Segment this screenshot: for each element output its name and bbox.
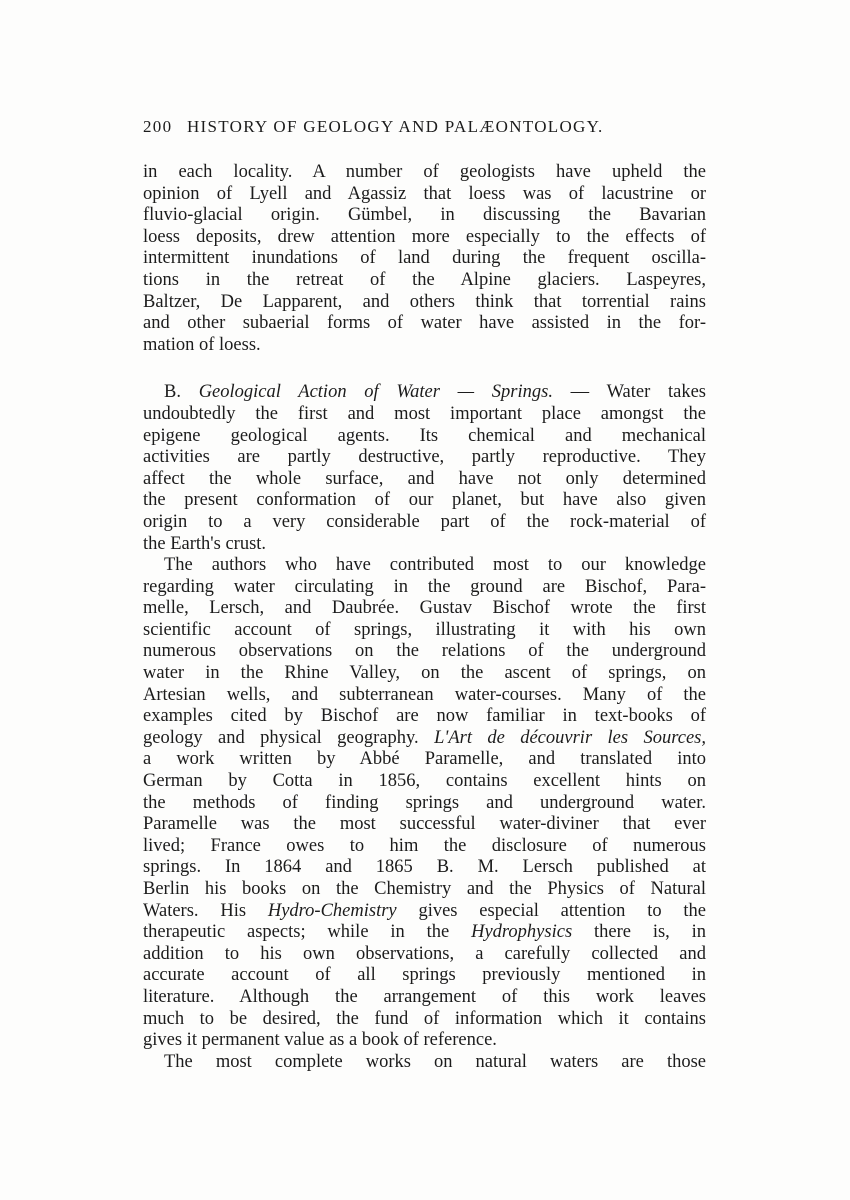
text-line: Artesian wells, and subterranean water-courses. Many of the [143,684,706,705]
heading-dash: — [570,382,590,403]
text-line: Paramelle was the most successful water-diviner that ever [143,814,706,835]
text-line: numerous observations on the relations of the underground [143,641,706,662]
text-line: The authors who have contributed most to our knowledge [164,555,706,576]
text-line: the Earth's crust. [143,533,267,554]
paragraph-loess [143,162,706,356]
text-line: addition to his own observations, a carefully collected and [143,943,706,964]
text-fragment: Water takes [606,382,706,403]
text-line: springs. In 1864 and 1865 B. M. Lersch published at [143,857,706,878]
section-gap [143,356,706,382]
text-line-with-title [143,901,706,923]
section-b-heading-line [143,382,706,404]
text-line: examples cited by Bischof are now familiar in text-books of [143,706,706,727]
text-line: origin to a very considerable part of the rock-material of [143,511,706,532]
text-line: melle, Lersch, and Daubrée. Gustav Bischof wrote the first [143,598,706,619]
section-heading: Geological Action of Water — Springs. [198,382,553,403]
text-line: literature. Although the arrangement of this work leaves [143,986,706,1007]
section-label: B. [164,382,181,403]
text-line: affect the whole surface, and have not only determined [143,468,706,489]
text-line: gives it permanent value as a book of reference. [143,1030,497,1051]
text-line: tions in the retreat of the Alpine glaciers. Laspeyres, [143,269,706,290]
text-line-with-title [143,922,706,944]
page-body [143,162,706,1073]
text-line: lived; France owes to him the disclosure of numerous [143,835,706,856]
text-line: Baltzer, De Lapparent, and others think that torrential rains [143,291,706,312]
paragraph-springs-authors [143,555,706,1052]
text-line: regarding water circulating in the ground are Bischof, Para- [143,576,706,597]
page-number: 200 [143,117,173,136]
text-fragment: gives especial attention to the [418,900,707,921]
text-line: intermittent inundations of land during the frequent oscilla- [143,248,706,269]
text-line: mation of loess. [143,334,261,355]
text-fragment: there is, in [594,922,707,943]
running-title: HISTORY OF GEOLOGY AND PALÆONTOLOGY. [186,117,604,136]
text-fragment: therapeutic aspects; while in the [143,922,450,943]
text-fragment: geology and physical geography. [143,727,419,748]
text-line-with-title [143,728,706,750]
section-b-paragraph [143,382,706,555]
text-line: scientific account of springs, illustrating it with his own [143,619,706,640]
text-line: and other subaerial forms of water have assisted in the for- [143,313,706,334]
text-fragment: Waters. His [143,900,247,921]
text-line: the methods of finding springs and underground water. [143,792,706,813]
running-header [143,117,708,137]
text-line: water in the Rhine Valley, on the ascent of springs, on [143,663,706,684]
text-line: opinion of Lyell and Agassiz that loess was of lacustrine or [143,183,706,204]
text-line: activities are partly destructive, partly reproductive. They [143,447,706,468]
paragraph-natural-waters [143,1052,706,1074]
text-line: German by Cotta in 1856, contains excellent hints on [143,771,706,792]
text-line: a work written by Abbé Paramelle, and translated into [143,749,706,770]
text-line: the present conformation of our planet, but have also given [143,490,706,511]
text-line: loess deposits, drew attention more especially to the effects of [143,226,706,247]
text-line: The most complete works on natural waters are those [164,1051,706,1072]
text-line: Berlin his books on the Chemistry and the Physics of Natural [143,879,706,899]
text-line: much to be desired, the fund of information which it contains [143,1008,706,1029]
text-line: in each locality. A number of geologists have upheld the [143,162,706,182]
book-title: Hydrophysics [471,922,573,943]
text-line: accurate account of all springs previously mentioned in [143,965,706,986]
text-line: fluvio-glacial origin. Gümbel, in discussing the Bavarian [143,205,706,226]
text-line: epigene geological agents. Its chemical and mechanical [143,425,706,446]
book-title: Hydro-Chemistry [267,900,397,921]
book-title: L'Art de découvrir les Sources, [434,727,706,748]
text-line: undoubtedly the first and most important place amongst the [143,403,706,424]
